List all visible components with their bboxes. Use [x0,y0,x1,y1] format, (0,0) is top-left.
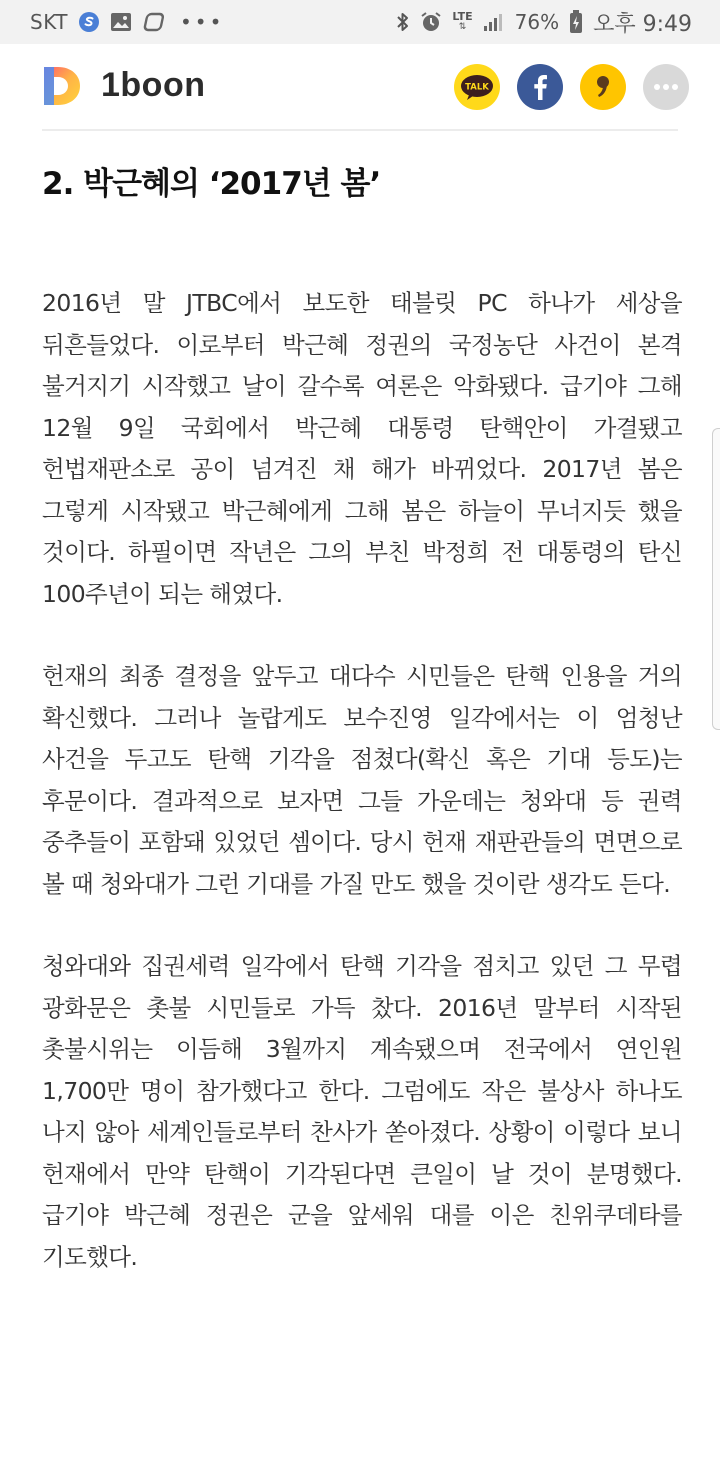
kakaotalk-icon [459,73,495,101]
scrollbar[interactable] [712,428,720,730]
more-dots-icon [653,83,679,91]
share-more-button[interactable] [643,64,689,110]
battery-charging-icon [569,10,583,34]
alarm-icon [420,11,442,33]
clock: 오후 9:49 [593,11,692,37]
signal-strength-icon [483,12,505,32]
more-notifications-icon: ••• [179,10,225,34]
bluetooth-icon [396,11,410,33]
battery-percent: 76% [514,10,560,34]
section-title: 2. 박근혜의 ‘2017년 봄’ [42,166,381,202]
share-kakaostory-button[interactable] [580,64,626,110]
article-paragraph: 헌재의 최종 결정을 앞두고 대다수 시민들은 탄핵 인용을 거의 확신했다. 그러나 놀랍게도 보수진영 일각에서는 이 엄청난 사건을 두고도 탄핵 기각을 점쳤다(확신 혹은 기대 등도)는 후문이다. 결과적으로 보자면 그들 가운데는 청와대 등 권력 중추들이 포함돼 있었던 셈이다. 당시 헌재 재판관들의 면면으로 볼 때 청와대가 그런 기대를 가질 만도 했을 것이란 생각도 든다. [42,662,682,898]
kakaostory-icon [594,74,612,100]
status-bar [0,0,720,44]
share-kakaotalk-button[interactable] [454,64,500,110]
app-header [0,44,720,130]
header-divider [42,129,678,131]
notes-icon [142,12,164,32]
1boon-logo[interactable] [42,65,82,107]
kakaotalk-label: TALK [465,82,489,93]
gallery-icon [110,12,132,32]
facebook-icon [532,74,548,100]
carrier-label: SKT [30,10,68,34]
brand-name[interactable]: 1boon [101,66,206,104]
lte-signal-icon: LTE ⇅ [452,10,473,32]
article-body [42,160,682,1278]
network-label: LTE [452,10,473,23]
status-left [30,10,224,34]
article-paragraph: 청와대와 집권세력 일각에서 탄핵 기각을 점치고 있던 그 무렵 광화문은 촛불 시민들로 가득 찼다. 2016년 말부터 시작된 촛불시위는 이듬해 3월까지 계속됐으며 전국에서 연인원 1,700만 명이 참가했다고 한다. 그럼에도 작은 불상사 하나도 나지 않아 세계인들로부터 찬사가 쏟아졌다. 상황이 이렇다 보니 헌재에서 만약 탄핵이 기각된다면 큰일이 날 것이 분명했다. 급기야 박근혜 정권은 군을 앞세워 대를 이은 친위쿠데타를 기도했다. [42,952,682,1271]
samsung-pay-icon [78,11,100,33]
share-facebook-button[interactable] [517,64,563,110]
status-right [396,7,692,38]
article-paragraph: 2016년 말 JTBC에서 보도한 태블릿 PC 하나가 세상을 뒤흔들었다. 이로부터 박근혜 정권의 국정농단 사건이 본격 불거지기 시작했고 날이 갈수록 여론은 악화됐다. 급기야 그해 12월 9일 국회에서 박근혜 대통령 탄핵안이 가결됐고 헌법재판소로 공이 넘겨진 채 해가 바뀌었다. 2017년 봄은 그렇게 시작됐고 박근혜에게 그해 봄은 하늘이 무너지듯 했을 것이다. 하필이면 작년은 그의 부친 박정희 전 대통령의 탄신 100주년이 되는 해였다. [42,289,682,608]
